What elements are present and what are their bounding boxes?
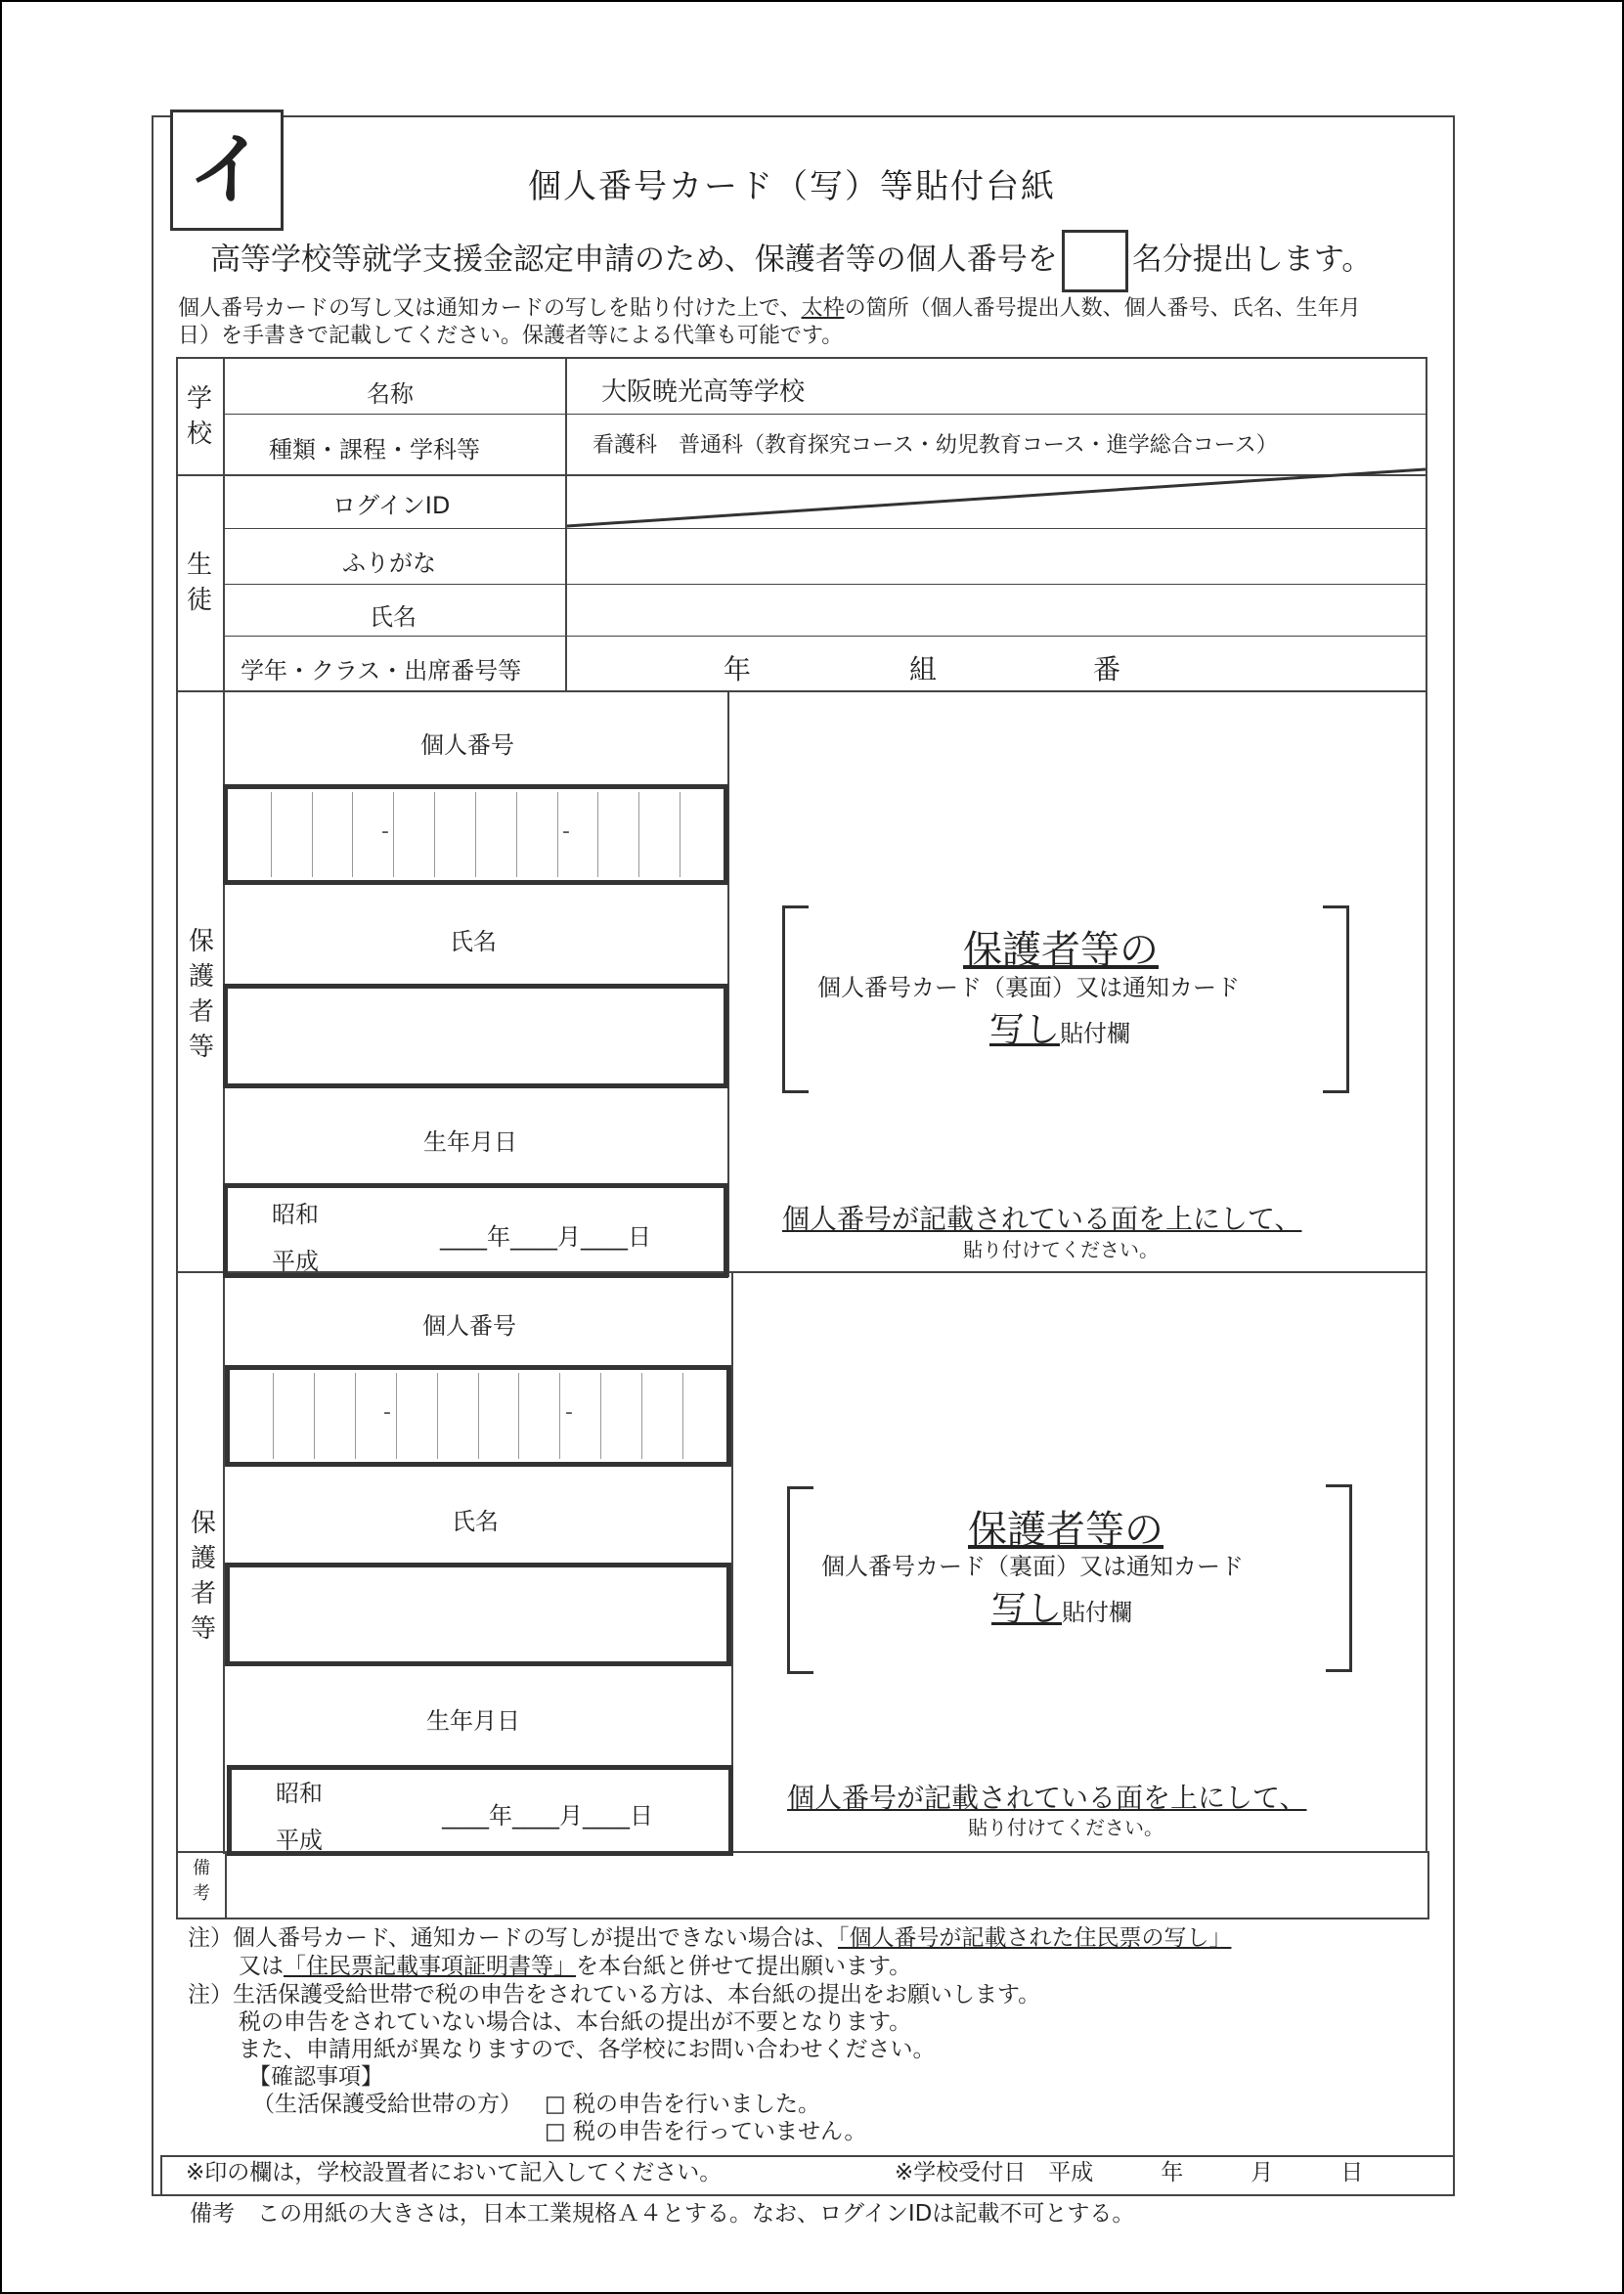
guardian1-date-line: ____年____月____日	[440, 1223, 651, 1251]
login-strike-line	[565, 467, 1427, 528]
school-section-label: 学 校	[186, 384, 212, 449]
note-2-line2: 税の申告をされていない場合は、本台紙の提出が不要となります。	[239, 2009, 912, 2035]
guardian2-paste-copy	[991, 1581, 1132, 1631]
subtitle-after: 名分提出します。	[1131, 242, 1373, 278]
furigana-row-line	[225, 584, 1427, 585]
remarks-field[interactable]	[227, 1853, 1426, 1918]
form-title: 個人番号カード（写）等貼付台紙	[528, 167, 1056, 206]
remarks-label: 備 考	[193, 1858, 210, 1904]
student-bottom-line	[176, 690, 1427, 692]
guardian2-era-showa: 昭和	[276, 1780, 323, 1807]
note-1-underline-1: 「個人番号が記載された住民票の写し」	[837, 1925, 1232, 1951]
guardian2-paste-title: 保護者等の	[968, 1508, 1163, 1553]
login-id-label: ログインID	[332, 492, 451, 519]
guardian2-name-label: 氏名	[452, 1508, 499, 1535]
guardian-count-box[interactable]	[1062, 230, 1128, 292]
confirm-option-2[interactable]: □ 税の申告を行っていません。	[545, 2119, 867, 2144]
remarks-bottom-line	[176, 1918, 1429, 1919]
guardian2-bracket-left	[787, 1486, 813, 1674]
guardian2-my-number-label: 個人番号	[422, 1312, 516, 1340]
guardian2-face-up: 個人番号が記載されている面を上にして、	[787, 1782, 1307, 1814]
guardian1-paste-field: 貼付欄	[1060, 1020, 1131, 1047]
guardian1-my-number-label: 個人番号	[420, 731, 514, 759]
guardian1-name-box[interactable]	[223, 984, 728, 1088]
grade-class: 組	[909, 653, 938, 685]
note-1-text-c: を本台紙と併せて提出願います。	[576, 1954, 912, 1979]
guardian1-paste-title: 保護者等の	[963, 928, 1159, 973]
guardian1-bracket-right	[1323, 905, 1349, 1093]
guardian2-face-up-sub: 貼り付けてください。	[968, 1816, 1163, 1839]
table-right-line	[1426, 357, 1427, 1853]
school-row-line	[225, 414, 1427, 415]
school-name-label: 名称	[367, 380, 414, 408]
guardian2-era-heisei: 平成	[276, 1827, 323, 1854]
note-2-line3: また、申請用紙が異なりますので、各学校にお問い合わせください。	[239, 2037, 936, 2062]
guardian2-section-label: 保 護 者 等	[190, 1509, 216, 1644]
guardian2-birth-label: 生年月日	[426, 1707, 520, 1735]
note-1-text-b: 又は	[239, 1954, 284, 1979]
guardian1-bracket-left	[782, 905, 809, 1093]
remarks-left-line	[176, 1851, 178, 1919]
school-type-label: 種類・課程・学科等	[269, 436, 480, 463]
footer-right: ※学校受付日 平成 年 月 日	[895, 2160, 1364, 2185]
guardian1-era-showa: 昭和	[272, 1201, 319, 1228]
table-left-line	[176, 357, 178, 1853]
grade-label: 学年・クラス・出席番号等	[241, 657, 522, 684]
guardian2-name-box[interactable]	[225, 1563, 731, 1666]
guardian1-paste-copy	[989, 1002, 1130, 1052]
guardian2-digit-cells	[233, 1373, 724, 1459]
school-type-value: 看護科 普通科（教育探究コース・幼児教育コース・進学総合コース）	[593, 433, 1278, 458]
guardian2-bracket-right	[1326, 1484, 1352, 1672]
note-1-line1	[188, 1924, 1231, 1952]
school-name-value: 大阪暁光高等学校	[601, 377, 806, 407]
guardian1-face-up: 個人番号が記載されている面を上にして、	[782, 1203, 1302, 1235]
guardian2-dash-1: -	[383, 1400, 391, 1425]
guardian2-copy-word: 写し	[991, 1589, 1063, 1629]
instructions-part2: の箇所（個人番号提出人数、個人番号、氏名、生年月日）を手書きで記載してください。保護者等による代筆も可能です。	[178, 296, 1361, 348]
guardian1-era-heisei: 平成	[272, 1248, 319, 1275]
confirm-option-1[interactable]: □ 税の申告を行いました。	[545, 2092, 821, 2117]
table-top-line	[176, 357, 1427, 359]
guardian1-copy-word: 写し	[989, 1010, 1061, 1050]
note-1-text-a: 注）個人番号カード、通知カードの写しが提出できない場合は、	[188, 1925, 838, 1951]
guardian2-date-line: ____年____月____日	[442, 1802, 653, 1830]
guardian2-dash-2: -	[565, 1400, 573, 1425]
guardian1-dash-2: -	[562, 819, 570, 844]
login-row-line	[225, 528, 1427, 529]
guardian2-paste-field: 貼付欄	[1062, 1599, 1133, 1626]
guardian1-name-label: 氏名	[450, 928, 497, 955]
label-col-line	[223, 357, 225, 692]
form-code-box: イ	[170, 110, 284, 231]
guardian2-paste-desc: 個人番号カード（裏面）又は通知カード	[821, 1553, 1244, 1580]
guardian1-birth-label: 生年月日	[423, 1128, 517, 1156]
guardian1-digit-cells	[231, 792, 721, 877]
furigana-label: ふりがな	[342, 550, 436, 577]
student-section-label: 生 徒	[186, 551, 212, 615]
bottom-note: 備考 この用紙の大きさは，日本工業規格Ａ４とする。なお、ログインIDは記載不可とする。	[190, 2201, 1135, 2227]
guardian1-face-up-sub: 貼り付けてください。	[963, 1238, 1159, 1261]
guardian1-paste-desc: 個人番号カード（裏面）又は通知カード	[817, 974, 1240, 1001]
grade-year: 年	[724, 653, 752, 685]
name-row-line	[225, 636, 1427, 637]
subtitle	[210, 230, 1372, 292]
instructions-bold: 太枠	[801, 296, 845, 321]
instructions	[178, 295, 1390, 350]
grade-number: 番	[1093, 653, 1121, 685]
guardian1-dash-1: -	[381, 819, 389, 844]
note-2-line1: 注）生活保護受給世帯で税の申告をされている方は、本台紙の提出をお願いします。	[188, 1982, 1041, 2007]
subtitle-before: 高等学校等就学支援金認定申請のため、保護者等の個人番号を	[210, 242, 1058, 278]
footer-left: ※印の欄は，学校設置者において記入してください。	[186, 2160, 723, 2185]
student-name-label: 氏名	[370, 603, 417, 631]
confirm-prefix: （生活保護受給世帯の方）	[252, 2092, 522, 2117]
confirm-title: 【確認事項】	[248, 2064, 383, 2090]
guardian1-section-label: 保 護 者 等	[188, 927, 214, 1062]
note-1-line2	[239, 1953, 911, 1980]
note-1-underline-2: 「住民票記載事項証明書等」	[284, 1954, 576, 1979]
instructions-part1: 個人番号カードの写し又は通知カードの写しを貼り付けた上で、	[178, 296, 802, 321]
remarks-right-line	[1427, 1851, 1429, 1919]
